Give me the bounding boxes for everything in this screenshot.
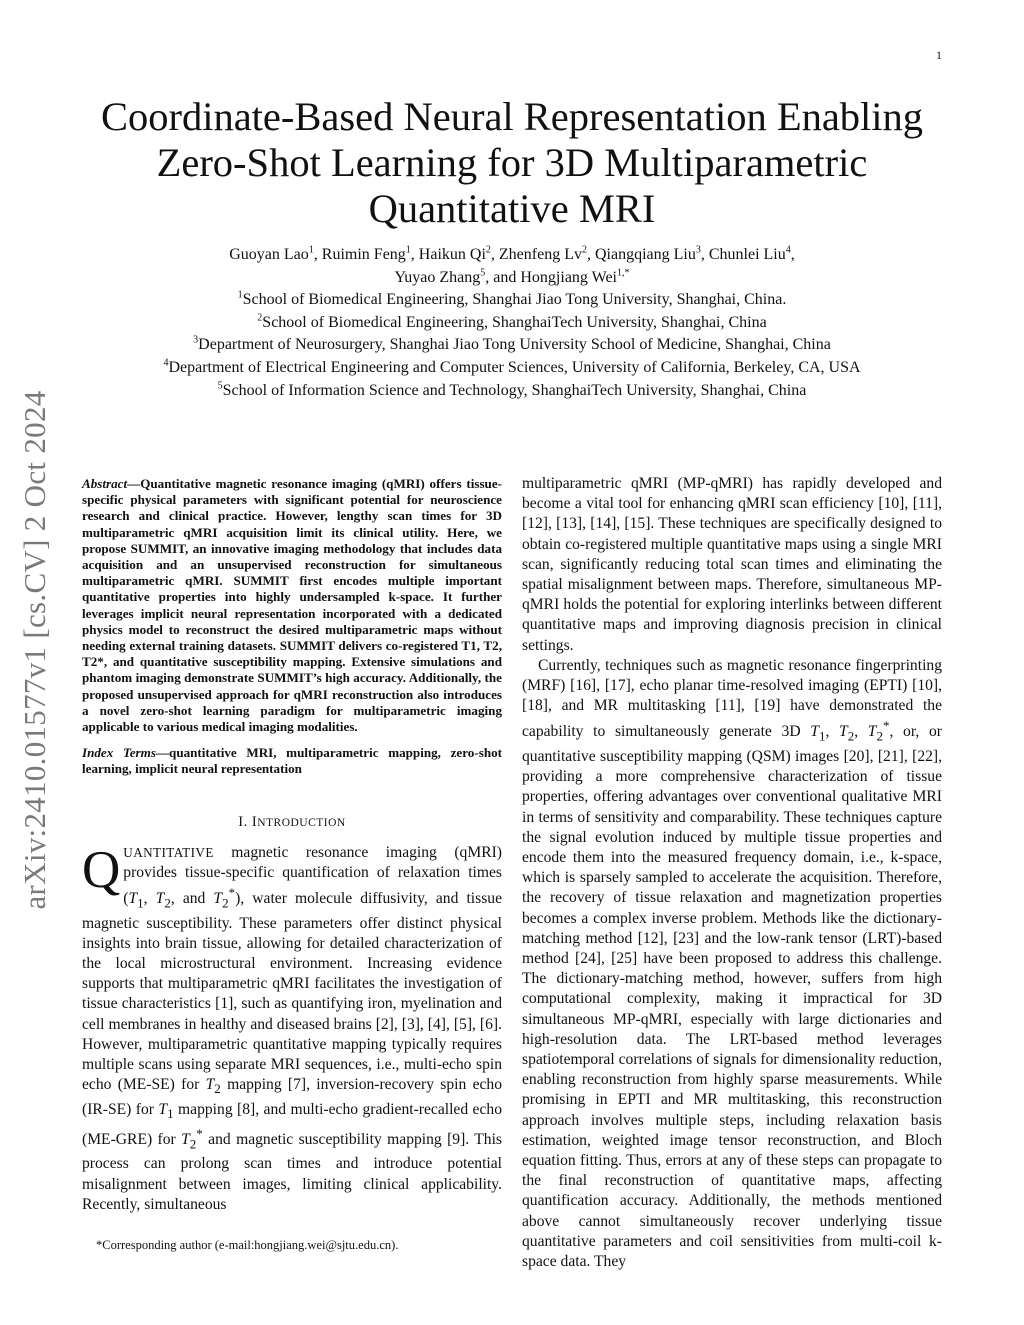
body-paragraph: Currently, techniques such as magnetic resonance fingerprinting (MRF) [16], [17], echo planar time-resolved imaging (EPTI) [10], [18], and MR multitasking [11], [19] have demonstrated the capability to simultaneously generate 3D $T_1$, $T_2$, $T_2^*$, or, or quantitative susceptibility mapping (QSM) images [20], [21], [22], providing a more comprehensive characterization of tissue properties, offering advantages over conventional qualitative MRI in terms of sensitivity and comparability. These techniques capture the signal evolution induced by multiple tissue properties and encode them into the measured frequency domain, i.e., k-space, which is sparsely sampled to accelerate the acquisition. Therefore, the recovery of tissue relaxation and magnetization properties becomes a complex inverse problem. Methods like the dictionary-matching method [12], [23] and the low-rank tensor (LRT)-based method [24], [25] have been proposed to address this challenge. The dictionary-matching method, however, suffers from high computational complexity, making it impractical for 3D simultaneous MP-qMRI, especially with large dictionaries and high-resolution data. The LRT-based method leverages spatiotemporal correlations of signals for dimensionality reduction, enabling reconstruction from highly sparse measurements. While promising in EPTI and MR multitasking, this reconstruction approach involves multiple steps, including relaxation basis estimation, weighted image tensor reconstruction, and Bloch equation fitting. Thus, errors at any of these steps can propagate to the final reconstruction of quantitative maps, affecting quantification accuracy. Additionally, the methods mentioned above cannot simultaneously recover underlying tissue quantitative parameters and coil sensitivities from multi-coil k-space data. They <box>522 656 942 1271</box>
abstract-text: Quantitative magnetic resonance imaging (qMRI) offers tissue-specific physical parameters with significant potential for neuroscience research and clinical practice. However, lengthy scan times for 3D multiparametric qMRI acquisition limit its clinical utility. Here, we propose SUMMIT, an innovative imaging methodology that includes data acquisition and an unsupervised reconstruction for simultaneous multiparametric qMRI. SUMMIT first encodes multiple important quantitative properties into highly undersampled k-space. It further leverages implicit neural representation incorporated with a dedicated physics model to reconstruct the desired multiparametric maps without needing external training datasets. SUMMIT delivers co-registered T1, T2, T2*, and quantitative susceptibility mapping. Extensive simulations and phantom imaging demonstrate SUMMIT’s high accuracy. Additionally, the proposed unsupervised approach for qMRI reconstruction also introduces a novel zero-shot learning paradigm for multiparametric imaging applicable to various medical imaging modalities. <box>82 476 502 735</box>
author: Zhenfeng Lv$^2$, <box>498 244 595 263</box>
author: Guoyan Lao$^1$, <box>229 244 322 263</box>
abstract-label: Abstract <box>82 476 128 491</box>
author: Haikun Qi$^2$, <box>418 244 499 263</box>
drop-cap: Q <box>82 840 121 899</box>
author-line-1 <box>90 244 934 267</box>
paper-title: Coordinate-Based Neural Representation Enabling Zero-Shot Learning for 3D Multiparametric Quantitative MRI <box>100 94 924 231</box>
affiliation: $^2$School of Biomedical Engineering, ShanghaiTech University, Shanghai, China <box>257 312 767 331</box>
right-column <box>522 474 942 1272</box>
affiliation: $^4$Department of Electrical Engineering and Computer Sciences, University of California, Berkeley, CA, USA <box>163 357 861 376</box>
intro-paragraph: QUANTITATIVE magnetic resonance imaging (qMRI) provides tissue-specific quantification of relaxation times ($T_1$, $T_2$, and $T_2^*$), water molecule diffusivity, and tissue magnetic susceptibility. These parameters offer distinct physical insights into brain tissue, allowing for detailed characterization of the local microstructural environment. Increasing evidence supports that multiparametric qMRI facilitates the investigation of tissue characteristics [1], such as quantifying iron, myelination and cell membranes in healthy and diseased brains [2], [3], [4], [5], [6]. However, multiparametric quantitative mapping typically requires multiple scans using separate MRI sequences, i.e., multi-echo spin echo (ME-SE) for $T_2$ mapping [7], inversion-recovery spin echo (IR-SE) for $T_1$ mapping [8], and multi-echo gradient-recalled echo (ME-GRE) for $T_2^*$ and magnetic susceptibility mapping [9]. This process can prolong scan times and introduce potential misalignment between images, limiting clinical applicability. Recently, simultaneous <box>82 840 503 1213</box>
page-number: 1 <box>936 48 942 62</box>
affiliation: $^1$School of Biomedical Engineering, Shanghai Jiao Tong University, Shanghai, China. <box>237 289 787 309</box>
affiliation: $^5$School of Information Science and Technology, ShanghaiTech University, Shanghai, China <box>217 380 807 399</box>
affiliation: $^3$Department of Neurosurgery, Shanghai Jiao Tong University School of Medicine, Shanghai, China <box>193 335 831 354</box>
index-terms-text: quantitative MRI, multiparametric mapping, zero-shot learning, implicit neural representation <box>82 745 503 777</box>
index-terms-label: Index Terms <box>82 745 156 761</box>
corresponding-author-footnote: *Corresponding author (e-mail:hongjiang.wei@sjtu.edu.cn). <box>96 1238 399 1252</box>
author: Chunlei Liu$^4$, <box>708 244 795 263</box>
arxiv-identifier-stamp <box>0 360 70 940</box>
body-paragraph: multiparametric qMRI (MP-qMRI) has rapidly developed and become a vital tool for enhancing qMRI scan efficiency [10], [11], [12], [13], [14], [15]. These techniques are specifically designed to obtain co-registered multiple quantitative maps using a single MRI scan, significantly reducing total scan times and eliminating the spatial misalignment between maps. Therefore, simultaneous MP-qMRI holds the potential for exploring interlinks between different quantitative maps and improving diagnosis precision in clinical settings. <box>522 475 942 654</box>
abstract: Abstract—Quantitative magnetic resonance imaging (qMRI) offers tissue-specific physical parameters with significant potential for neuroscience research and clinical practice. However, lengthy scan times for 3D multiparametric qMRI acquisition limit its clinical utility. Here, we propose SUMMIT, an innovative imaging methodology that includes data acquisition and an unsupervised reconstruction for simultaneous multiparametric qMRI. SUMMIT first encodes multiple important quantitative properties into highly undersampled k-space. It further leverages implicit neural representation incorporated with a dedicated physics model to reconstruct the desired multiparametric maps without needing external training datasets. SUMMIT delivers co-registered T1, T2, T2*, and quantitative susceptibility mapping. Extensive simulations and phantom imaging demonstrate SUMMIT’s high accuracy. Additionally, the proposed unsupervised approach for qMRI reconstruction also introduces a novel zero-shot learning paradigm for multiparametric imaging applicable to various medical imaging modalities. <box>82 476 502 735</box>
author: Yuyao Zhang$^5$, <box>394 267 494 286</box>
author: Ruimin Feng$^1$, <box>321 244 419 263</box>
arxiv-identifier-text: arXiv:2410.01577v1 [cs.CV] 2 Oct 2024 <box>17 390 52 910</box>
author-block <box>90 244 934 402</box>
author: Qiangqiang Liu$^3$, <box>594 244 709 263</box>
author: and Hongjiang Wei$^{1,*}$ <box>493 267 630 286</box>
left-column <box>82 476 502 1215</box>
section-heading-introduction: I. INTRODUCTION <box>238 813 346 830</box>
author-line-2 <box>90 267 934 290</box>
index-terms: Index Terms—quantitative MRI, multiparametric mapping, zero-shot learning, implicit neural representation <box>82 745 503 777</box>
